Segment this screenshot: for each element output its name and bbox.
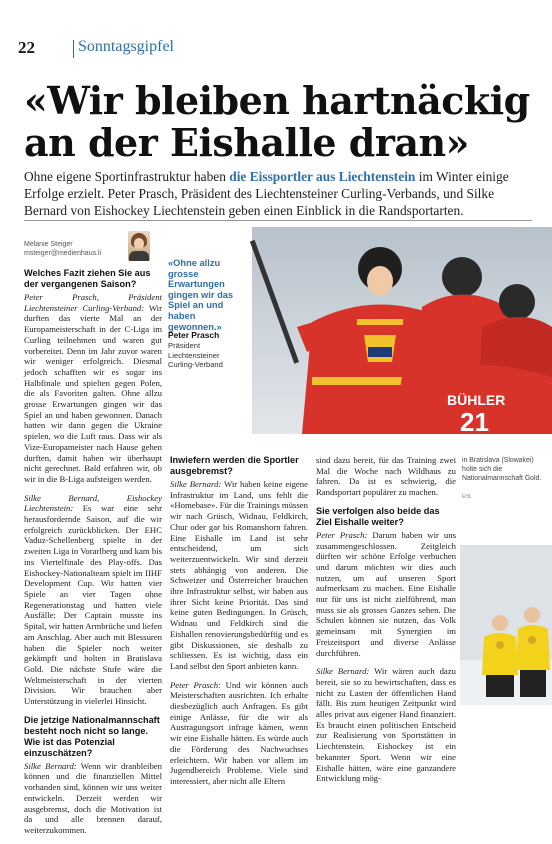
- curling-team-illustration: [460, 545, 552, 705]
- answer-speaker: Peter Prasch:: [170, 679, 221, 690]
- lead-before: Ohne eigene Sportinfrastruktur haben: [24, 169, 230, 184]
- hockey-team-photo: [252, 227, 552, 437]
- page-header: [18, 36, 534, 62]
- answer-text: Wir haben keine eigene Infrastruktur im Land, uns fehlt die «Homebase». Für die Trainings müssen wir nach Grüsch, Widnau, Feldkirch, Chur oder gar bis Romanshorn fahren. Eine Eishalle im Land ist sehr entscheidend, um sich weiterzuentwickeln. Wir sind derzeit stets abhängig von anderen. Die Schweizer und Österreicher brauchen ihre Infrastruktur selbst, wir haben aus ihrer Sicht keine Priorität. Das sind keine guten Bedingungen. In Grüsch, Widnau und Feldkirch sind die Eishallen renovierungsbedürftig und es gibt Diskussionen, sie deshalb zu schliessen. Es ist wichtig, dass ein Land selbst den Sport anbieten kann.: [170, 479, 308, 671]
- headline: «Wir bleiben hartnäckig an der Eishalle dran»: [24, 78, 530, 165]
- curling-team-photo: [460, 545, 552, 705]
- lead-highlight: die Eissportler aus Liechtenstein: [229, 169, 416, 184]
- answer-6: sind dazu bereit, für das Training zwei Mal die Woche nach Wildhaus zu fahren. Da ist es schwierig, die Randsportart populärer zu machen.: [316, 455, 456, 498]
- answer-text: Wir durften das vierte Mal an der Europameisterschaft in der C-Liga im Curling teilnehmen und waren gut vorbereitet. Denn im Jahr zuvor waren wir weniger erfolgreich. Diesmal jedoch schafften wir es sogar ins Halbfinale und spielten gegen Polen, die als Favoriten galten. Ohne allzu grosse Erwartungen gingen wir das Spiel an und haben gewonnen. Danach hatten wir dann gegen die Ukraine spielen, wo die Luft raus. Dass wir als Vize-Europameister nach Hause gehen durften, damit haben wir überhaupt nicht gerechnet. Bald erfahren wir, ob wir in die B-Liga aufsteigen werden.: [24, 302, 162, 484]
- answer-speaker: Peter Prasch:: [316, 529, 368, 540]
- question-1: Welches Fazit ziehen Sie aus der vergangenen Saison?: [24, 268, 151, 289]
- hockey-team-illustration: [252, 227, 552, 437]
- answer-text: Und wir können auch Meisterschaften ausrichten. Ich erhalte diesbezüglich auch Anfragen. Es gibt einige Anlässe, für die wir als Austragungsort infrage kämen, wenn wir eine Eishalle hätten. Es würde auch die Förderung des Nachwuchses erleichtern. Wir haben vor allem im Jugendbereich Probleme. Viele sind interessiert, aber nicht alle Eltern: [170, 679, 308, 786]
- answer-2: [24, 493, 162, 707]
- jersey-number: 21: [460, 407, 489, 437]
- pull-quote-role: Präsident Liechtensteiner Curling-Verband: [168, 341, 223, 370]
- author-photo: [128, 231, 150, 261]
- question-2: Die jetzige Nationalmannschaft besteht noch nicht so lange. Wie ist das Potenzial einzuschätzen?: [24, 714, 160, 758]
- answer-text: Es war eine sehr herausfordernde Saison, auf die wir erfolgreich zurückblicken. Der EHC Vaduz-Schellenberg spielte in der zweiten Liga in Vorarlberg und kam bis ins Viertelfinale des Play-offs. Das Eishockey-Nationalteam spielt im IIHF Development Cup. Wir hatten vier Spiele an vier Tagen ohne Regenerationstag und hatten viele Ausfälle: Der Captain musste ins Spital, wir hatten Armbrüche und liefen am Anschlag. Aber auch mit Blessuren haben die Spieler noch weiter gekämpft und holten in Bratislava Gold. Die nächste Stufe wäre die Weltmeisterschaft in der vierten Division. Wir brauchen aber Unterstützung in vielerlei Hinsicht.: [24, 503, 162, 707]
- author-name: Melanie Steiger: [24, 241, 73, 248]
- section-divider: [73, 40, 74, 58]
- lead-after: im Winter einige Erfolge erzielt. Peter Prasch, Präsident des Liechtensteiner Curling-Verbands, und Silke Bernard von Eishockey Liechtenstein geben einen Einblick in die Randsportarten.: [24, 169, 509, 218]
- photo-caption: in Bratislava (Slowakei) holte sich die Nationalmannschaft Gold.: [462, 457, 542, 482]
- answer-text: Wir wären auch dazu bereit, sie so zu bewirtschaften, dass es nicht zu Lasten der öffentlichen Hand fällt. Bis zum heutigen Zeitpunkt wird alles privat aus eigener Hand finanziert. Es braucht einen politischen Entscheid zur Realisierung von Sportstätten in Liechtenstein. Eishockey ist ein bekannter Sport. Wenn wir eine Eishalle hätten, wäre eine ganzandere Entwicklung mög-: [316, 666, 456, 784]
- divider: [24, 220, 532, 221]
- pull-quote: «Ohne allzu grosse Erwartungen gingen wir das Spiel an und haben gewonnen.»: [168, 258, 234, 332]
- answer-speaker: Silke Bernard:: [316, 666, 370, 677]
- answer-3: [24, 761, 162, 836]
- answer-1: [24, 292, 162, 485]
- page-number: 22: [18, 38, 35, 57]
- question-3: Inwiefern werden die Sportler ausgebremst?: [170, 455, 299, 476]
- answer-4: [170, 479, 308, 672]
- answer-speaker: Silke Bernard:: [24, 760, 77, 771]
- answer-speaker: Silke Bernard:: [170, 479, 222, 489]
- author-email: msteiger@medienhaus.li: [24, 250, 102, 257]
- answer-speaker: Silke Bernard, Eishockey Liechtenstein:: [24, 492, 162, 514]
- column-2: [170, 455, 308, 795]
- answer-text: Darum haben wir uns zusammengeschlossen. Zeitgleich dürften wir schöne Erfolge verbuchen und darum möchten wir dies auch nutzen, um auf unseren Sport aufmerksam zu machen. Eine Eishalle nur für uns ist nicht zielführend, man muss sie als grosses Ganzes sehen. Die Schulen können sie nutzen, das Volk gemeinsam mit Synergien im Freizeitsport und diverse Anlässe durchführen.: [316, 529, 456, 658]
- answer-8: [316, 666, 456, 784]
- photo-credit: EHL: [462, 494, 472, 500]
- pull-quote-name: Peter Prasch: [168, 330, 220, 340]
- jersey-name: BÜHLER: [447, 392, 506, 408]
- question-4: Sie verfolgen also beide das Ziel Eishalle weiter?: [316, 505, 440, 527]
- column-3: [316, 455, 456, 792]
- answer-speaker: Peter Prasch, Präsident Liechtensteiner Curling-Verband:: [24, 292, 162, 313]
- author-byline: [24, 240, 144, 258]
- answer-text: Wenn wir dranbleiben können und die finanziellen Mittel vorhanden sind, können wir uns weiter entwickeln. Derzeit werden wir ausgebremst, doch die Motivation ist da und alle brennen darauf, weiterzukommen.: [24, 760, 162, 835]
- answer-7: [316, 530, 456, 658]
- column-1: [24, 268, 162, 844]
- answer-5: [170, 680, 308, 787]
- section-title: Sonntagsgipfel: [78, 38, 174, 55]
- lead-paragraph: [24, 168, 532, 219]
